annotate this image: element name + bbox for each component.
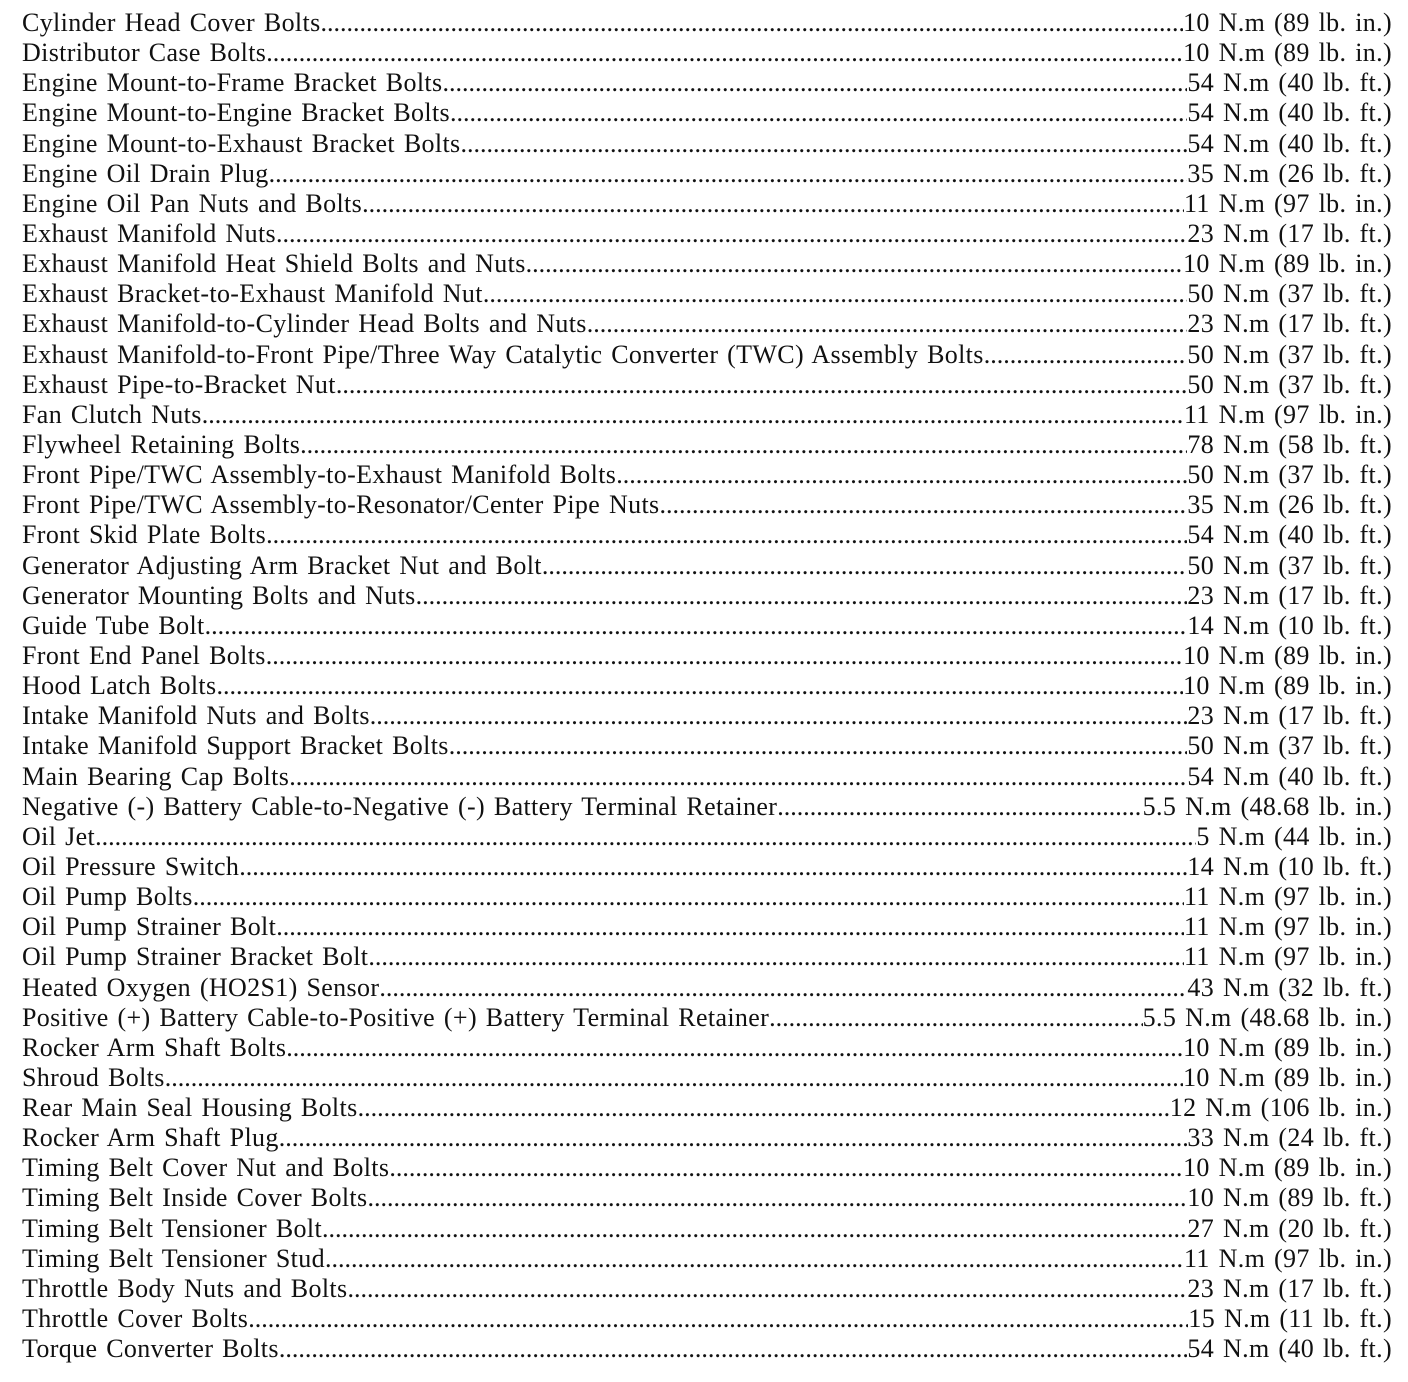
spec-row (22, 370, 1392, 400)
spec-item-label: Exhaust Manifold-to-Front Pipe/Three Way Catalytic Converter (TWC) Assembly Bolts (22, 339, 984, 369)
spec-row (22, 1123, 1392, 1153)
spec-torque-value: 10 N.m (89 lb. in.) (1183, 671, 1392, 701)
spec-item-label: Oil Pump Strainer Bracket Bolt (22, 942, 369, 972)
spec-item-label: Front End Panel Bolts (22, 640, 266, 670)
dot-leader (279, 1334, 1188, 1364)
dot-leader (984, 340, 1188, 370)
spec-torque-value: 54 N.m (40 lb. ft.) (1187, 761, 1392, 791)
dot-leader (542, 551, 1188, 581)
spec-row (22, 490, 1392, 520)
spec-row (22, 159, 1392, 189)
dot-leader (660, 490, 1188, 520)
spec-torque-value: 11 N.m (97 lb. in.) (1184, 882, 1392, 912)
dot-leader (95, 822, 1196, 852)
dot-leader (769, 1003, 1143, 1033)
dot-leader (248, 1304, 1188, 1334)
dot-leader (449, 731, 1188, 761)
spec-row (22, 340, 1392, 370)
spec-item-label: Engine Oil Drain Plug (22, 158, 269, 188)
spec-row (22, 189, 1392, 219)
spec-item-label: Hood Latch Bolts (22, 671, 217, 701)
dot-leader (276, 912, 1184, 942)
spec-item-label: Rear Main Seal Housing Bolts (22, 1093, 358, 1123)
spec-item-label: Front Pipe/TWC Assembly-to-Resonator/Center Pipe Nuts (22, 490, 660, 520)
spec-torque-value: 27 N.m (20 lb. ft.) (1187, 1213, 1392, 1243)
spec-row (22, 1153, 1392, 1183)
dot-leader (483, 279, 1188, 309)
spec-torque-value: 23 N.m (17 lb. ft.) (1187, 701, 1392, 731)
dot-leader (777, 792, 1142, 822)
dot-leader (266, 520, 1187, 550)
spec-row (22, 249, 1392, 279)
dot-leader (216, 671, 1183, 701)
dot-leader (416, 581, 1188, 611)
spec-item-label: Fan Clutch Nuts (22, 399, 202, 429)
spec-torque-value: 10 N.m (89 lb. ft.) (1187, 1183, 1392, 1213)
spec-torque-value: 11 N.m (97 lb. in.) (1184, 912, 1392, 942)
spec-torque-value: 11 N.m (97 lb. in.) (1184, 188, 1392, 218)
dot-leader (368, 942, 1184, 972)
dot-leader (587, 309, 1188, 339)
spec-torque-value: 50 N.m (37 lb. ft.) (1187, 339, 1392, 369)
dot-leader (266, 641, 1183, 671)
spec-item-label: Rocker Arm Shaft Plug (22, 1123, 279, 1153)
spec-row (22, 430, 1392, 460)
spec-row (22, 1063, 1392, 1093)
spec-torque-value: 35 N.m (26 lb. ft.) (1187, 490, 1392, 520)
spec-torque-value: 43 N.m (32 lb. ft.) (1187, 972, 1392, 1002)
spec-row (22, 611, 1392, 641)
spec-torque-value: 10 N.m (89 lb. in.) (1183, 1032, 1392, 1062)
spec-item-label: Intake Manifold Support Bracket Bolts (22, 731, 449, 761)
spec-torque-value: 50 N.m (37 lb. ft.) (1187, 279, 1392, 309)
dot-leader (442, 68, 1187, 98)
dot-leader (289, 762, 1187, 792)
spec-torque-value: 54 N.m (40 lb. ft.) (1187, 1334, 1392, 1364)
spec-item-label: Main Bearing Cap Bolts (22, 761, 290, 791)
spec-row (22, 1033, 1392, 1063)
spec-torque-value: 23 N.m (17 lb. ft.) (1187, 1273, 1392, 1303)
spec-item-label: Generator Adjusting Arm Bracket Nut and Bolt (22, 550, 542, 580)
spec-item-label: Shroud Bolts (22, 1062, 165, 1092)
spec-torque-value: 11 N.m (97 lb. in.) (1184, 1243, 1392, 1273)
spec-torque-value: 23 N.m (17 lb. ft.) (1187, 580, 1392, 610)
spec-torque-value: 10 N.m (89 lb. in.) (1183, 1153, 1392, 1183)
spec-item-label: Exhaust Manifold Heat Shield Bolts and Nuts (22, 249, 526, 279)
spec-torque-value: 10 N.m (89 lb. in.) (1183, 640, 1392, 670)
spec-torque-value: 50 N.m (37 lb. ft.) (1187, 550, 1392, 580)
spec-item-label: Intake Manifold Nuts and Bolts (22, 701, 370, 731)
spec-row (22, 852, 1392, 882)
dot-leader (269, 159, 1188, 189)
spec-item-label: Heated Oxygen (HO2S1) Sensor (22, 972, 380, 1002)
spec-item-label: Oil Pump Strainer Bolt (22, 912, 277, 942)
spec-item-label: Engine Mount-to-Frame Bracket Bolts (22, 68, 443, 98)
spec-torque-value: 35 N.m (26 lb. ft.) (1187, 158, 1392, 188)
spec-row (22, 1183, 1392, 1213)
dot-leader (279, 1123, 1188, 1153)
dot-leader (325, 1244, 1184, 1274)
spec-torque-value: 12 N.m (106 lb. in.) (1169, 1093, 1392, 1123)
spec-row (22, 68, 1392, 98)
spec-row (22, 731, 1392, 761)
spec-item-label: Guide Tube Bolt (22, 610, 205, 640)
spec-item-label: Generator Mounting Bolts and Nuts (22, 580, 416, 610)
dot-leader (526, 249, 1183, 279)
spec-item-label: Timing Belt Tensioner Bolt (22, 1213, 323, 1243)
spec-row (22, 1003, 1392, 1033)
dot-leader (389, 1153, 1183, 1183)
spec-item-label: Torque Converter Bolts (22, 1334, 279, 1364)
spec-item-label: Negative (-) Battery Cable-to-Negative (-) Battery Terminal Retainer (22, 791, 778, 821)
spec-row (22, 671, 1392, 701)
spec-torque-value: 33 N.m (24 lb. ft.) (1187, 1123, 1392, 1153)
spec-row (22, 912, 1392, 942)
dot-leader (358, 1093, 1170, 1123)
dot-leader (336, 370, 1188, 400)
spec-row (22, 942, 1392, 972)
dot-leader (205, 611, 1188, 641)
spec-item-label: Exhaust Manifold Nuts (22, 218, 276, 248)
spec-row (22, 792, 1392, 822)
spec-torque-value: 14 N.m (10 lb. ft.) (1187, 610, 1392, 640)
spec-item-label: Oil Pressure Switch (22, 851, 240, 881)
dot-leader (379, 973, 1187, 1003)
dot-leader (286, 1033, 1183, 1063)
spec-row (22, 551, 1392, 581)
spec-torque-value: 23 N.m (17 lb. ft.) (1187, 309, 1392, 339)
dot-leader (367, 1183, 1187, 1213)
spec-row (22, 8, 1392, 38)
spec-row (22, 219, 1392, 249)
dot-leader (461, 129, 1188, 159)
spec-row (22, 520, 1392, 550)
spec-torque-value: 11 N.m (97 lb. in.) (1184, 942, 1392, 972)
dot-leader (616, 460, 1187, 490)
spec-row (22, 701, 1392, 731)
dot-leader (362, 189, 1184, 219)
spec-torque-value: 14 N.m (10 lb. ft.) (1187, 851, 1392, 881)
spec-torque-value: 5.5 N.m (48.68 lb. in.) (1142, 1002, 1392, 1032)
spec-item-label: Front Skid Plate Bolts (22, 520, 267, 550)
spec-row (22, 1274, 1392, 1304)
spec-row (22, 1244, 1392, 1274)
spec-torque-value: 5 N.m (44 lb. in.) (1196, 821, 1392, 851)
spec-item-label: Flywheel Retaining Bolts (22, 429, 301, 459)
spec-item-label: Rocker Arm Shaft Bolts (22, 1032, 287, 1062)
dot-leader (193, 882, 1184, 912)
spec-row (22, 400, 1392, 430)
spec-torque-value: 54 N.m (40 lb. ft.) (1187, 98, 1392, 128)
spec-row (22, 98, 1392, 128)
dot-leader (450, 98, 1187, 128)
spec-row (22, 129, 1392, 159)
dot-leader (276, 219, 1187, 249)
spec-row (22, 762, 1392, 792)
spec-torque-value: 10 N.m (89 lb. in.) (1183, 1062, 1392, 1092)
spec-torque-value: 10 N.m (89 lb. in.) (1183, 8, 1392, 37)
spec-item-label: Timing Belt Cover Nut and Bolts (22, 1153, 390, 1183)
spec-row (22, 309, 1392, 339)
spec-item-label: Engine Mount-to-Exhaust Bracket Bolts (22, 128, 461, 158)
spec-torque-value: 23 N.m (17 lb. ft.) (1187, 218, 1392, 248)
spec-item-label: Exhaust Bracket-to-Exhaust Manifold Nut (22, 279, 483, 309)
spec-item-label: Throttle Body Nuts and Bolts (22, 1273, 348, 1303)
spec-torque-value: 10 N.m (89 lb. in.) (1183, 249, 1392, 279)
dot-leader (370, 701, 1188, 731)
spec-row (22, 1214, 1392, 1244)
spec-torque-value: 54 N.m (40 lb. ft.) (1187, 128, 1392, 158)
dot-leader (347, 1274, 1187, 1304)
dot-leader (300, 430, 1187, 460)
spec-row (22, 1093, 1392, 1123)
dot-leader (239, 852, 1187, 882)
spec-torque-value: 54 N.m (40 lb. ft.) (1187, 520, 1392, 550)
spec-torque-value: 10 N.m (89 lb. in.) (1183, 38, 1392, 68)
spec-row (22, 973, 1392, 1003)
spec-row (22, 1334, 1392, 1364)
dot-leader (266, 38, 1183, 68)
spec-item-label: Engine Mount-to-Engine Bracket Bolts (22, 98, 451, 128)
spec-row (22, 822, 1392, 852)
spec-item-label: Throttle Cover Bolts (22, 1304, 249, 1334)
spec-item-label: Exhaust Pipe-to-Bracket Nut (22, 369, 336, 399)
spec-item-label: Distributor Case Bolts (22, 38, 267, 68)
spec-item-label: Timing Belt Inside Cover Bolts (22, 1183, 368, 1213)
spec-item-label: Oil Jet (22, 821, 96, 851)
spec-item-label: Oil Pump Bolts (22, 882, 193, 912)
dot-leader (165, 1063, 1183, 1093)
spec-row (22, 1304, 1392, 1334)
spec-row (22, 279, 1392, 309)
spec-torque-value: 5.5 N.m (48.68 lb. in.) (1142, 791, 1392, 821)
spec-torque-value: 11 N.m (97 lb. in.) (1184, 399, 1392, 429)
spec-row (22, 460, 1392, 490)
spec-item-label: Cylinder Head Cover Bolts (22, 8, 321, 37)
spec-item-label: Engine Oil Pan Nuts and Bolts (22, 188, 363, 218)
spec-row (22, 641, 1392, 671)
spec-torque-value: 50 N.m (37 lb. ft.) (1187, 369, 1392, 399)
spec-item-label: Exhaust Manifold-to-Cylinder Head Bolts and Nuts (22, 309, 587, 339)
spec-torque-value: 50 N.m (37 lb. ft.) (1187, 460, 1392, 490)
dot-leader (322, 1214, 1187, 1244)
spec-row (22, 38, 1392, 68)
spec-torque-value: 54 N.m (40 lb. ft.) (1187, 68, 1392, 98)
spec-item-label: Positive (+) Battery Cable-to-Positive (+) Battery Terminal Retainer (22, 1002, 770, 1032)
spec-row (22, 882, 1392, 912)
spec-item-label: Timing Belt Tensioner Stud (22, 1243, 325, 1273)
spec-item-label: Front Pipe/TWC Assembly-to-Exhaust Manifold Bolts (22, 460, 617, 490)
torque-specification-list (22, 8, 1392, 1364)
dot-leader (321, 8, 1184, 38)
spec-torque-value: 50 N.m (37 lb. ft.) (1187, 731, 1392, 761)
spec-row (22, 581, 1392, 611)
dot-leader (202, 400, 1184, 430)
spec-torque-value: 15 N.m (11 lb. ft.) (1188, 1304, 1392, 1334)
spec-torque-value: 78 N.m (58 lb. ft.) (1187, 429, 1392, 459)
